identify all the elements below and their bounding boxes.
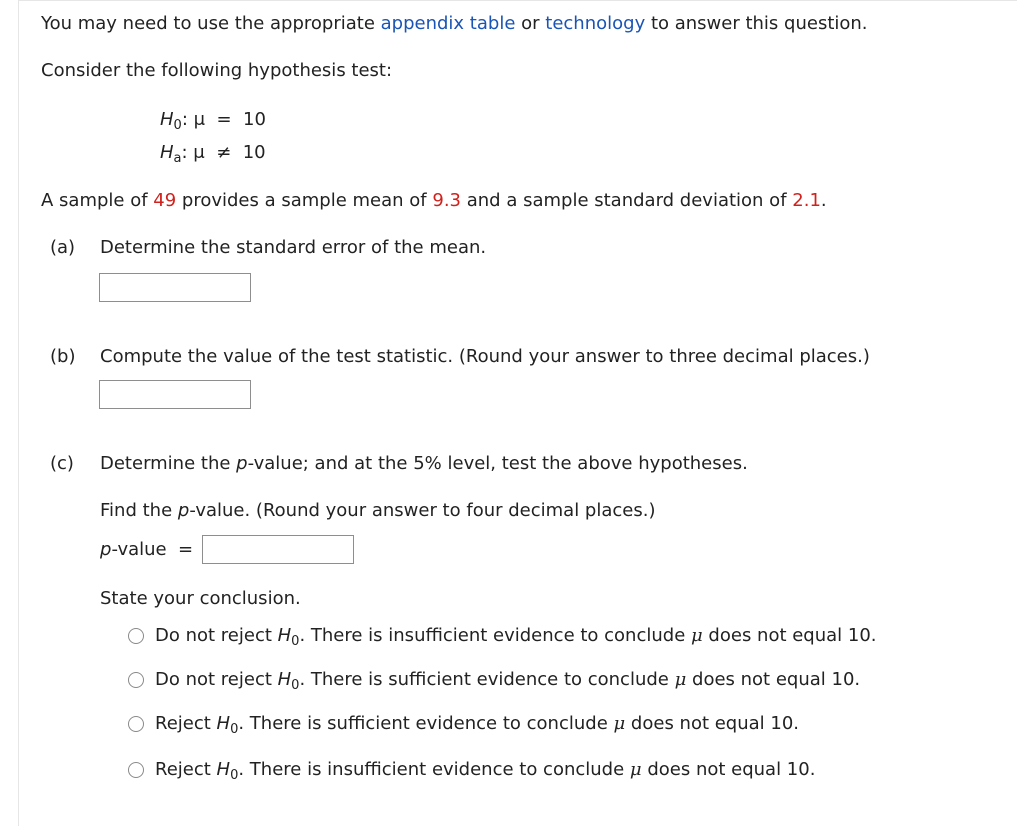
option-1-post1: . There is insufficient evidence to conclude (299, 625, 691, 646)
alternative-hypothesis (160, 141, 266, 167)
sample-text (41, 189, 827, 213)
intro-text (41, 12, 868, 36)
option-4-h: H (216, 759, 231, 780)
technology-link[interactable]: technology (545, 13, 646, 34)
option-4-sub: 0 (230, 768, 239, 783)
option-1-pre: Do not reject (155, 625, 278, 646)
consider-text: Consider the following hypothesis test: (41, 60, 393, 81)
part-b-label: (b) (50, 346, 76, 367)
test-statistic-input[interactable] (99, 380, 251, 409)
radio-option-2[interactable] (128, 672, 144, 688)
sample-mean: 9.3 (432, 190, 462, 211)
option-4-post1: . There is insufficient evidence to conclude (238, 759, 630, 780)
sample-sd: 2.1 (792, 190, 821, 211)
find-p: p (177, 500, 190, 521)
pvalue-label (100, 538, 193, 562)
option-3-label[interactable] (155, 712, 799, 738)
conclusion-title: State your conclusion. (100, 588, 301, 609)
option-2-label[interactable] (155, 668, 860, 694)
find-pvalue-text (100, 499, 655, 523)
option-3-post1: . There is sufficient evidence to conclude (238, 713, 614, 734)
part-c-label: (c) (50, 453, 74, 474)
option-3-mu: μ (613, 713, 626, 734)
option-2-post1: . There is sufficient evidence to conclude (299, 669, 675, 690)
part-a-label: (a) (50, 237, 76, 258)
option-2-h: H (277, 669, 292, 690)
option-2-post2: does not equal 10. (686, 669, 861, 690)
part-c-t1: Determine the (100, 453, 237, 474)
sample-p1: A sample of (41, 190, 154, 211)
radio-option-3[interactable] (128, 716, 144, 732)
option-3-h: H (216, 713, 231, 734)
intro-suffix: to answer this question. (645, 13, 868, 34)
option-4-post2: does not equal 10. (641, 759, 816, 780)
ha-sub: a (173, 151, 182, 166)
option-2-pre: Do not reject (155, 669, 278, 690)
option-1-mu: μ (691, 625, 703, 646)
h0-letter: H (160, 109, 174, 130)
ha-letter: H (160, 142, 174, 163)
radio-option-4[interactable] (128, 762, 144, 778)
option-1-label[interactable] (155, 624, 877, 650)
pvalue-label-p: p (100, 539, 112, 560)
p-value-input[interactable] (202, 535, 354, 564)
part-c-t2: -value; and at the 5% level, test the above hypotheses. (247, 453, 748, 474)
null-hypothesis (160, 108, 266, 134)
h0-sub: 0 (173, 118, 182, 133)
find-t1: Find the (100, 500, 178, 521)
part-c-text (100, 452, 748, 476)
radio-option-1[interactable] (128, 628, 144, 644)
option-4-mu: μ (629, 759, 642, 780)
option-2-sub: 0 (291, 678, 300, 693)
appendix-table-link[interactable]: appendix table (380, 13, 516, 34)
h0-rest: : μ = 10 (181, 109, 266, 130)
standard-error-input[interactable] (99, 273, 251, 302)
option-1-post2: does not equal 10. (702, 625, 877, 646)
intro-middle: or (515, 13, 546, 34)
option-3-pre: Reject (155, 713, 217, 734)
sample-size: 49 (153, 190, 177, 211)
sample-p4: . (820, 190, 827, 211)
sample-p3: and a sample standard deviation of (461, 190, 793, 211)
option-1-sub: 0 (291, 634, 300, 649)
intro-prefix: You may need to use the appropriate (41, 13, 381, 34)
option-2-mu: μ (674, 669, 687, 690)
option-4-pre: Reject (155, 759, 217, 780)
pvalue-label-rest: -value = (111, 539, 194, 560)
ha-rest: : μ ≠ 10 (181, 142, 266, 163)
part-c-p: p (236, 453, 248, 474)
option-3-post2: does not equal 10. (625, 713, 800, 734)
find-t2: -value. (Round your answer to four decimal places.) (189, 500, 656, 521)
sample-p2: provides a sample mean of (176, 190, 433, 211)
part-b-text: Compute the value of the test statistic. (Round your answer to three decimal places.) (100, 346, 870, 367)
option-3-sub: 0 (230, 722, 239, 737)
option-1-h: H (277, 625, 292, 646)
option-4-label[interactable] (155, 758, 815, 784)
part-a-text: Determine the standard error of the mean. (100, 237, 487, 258)
